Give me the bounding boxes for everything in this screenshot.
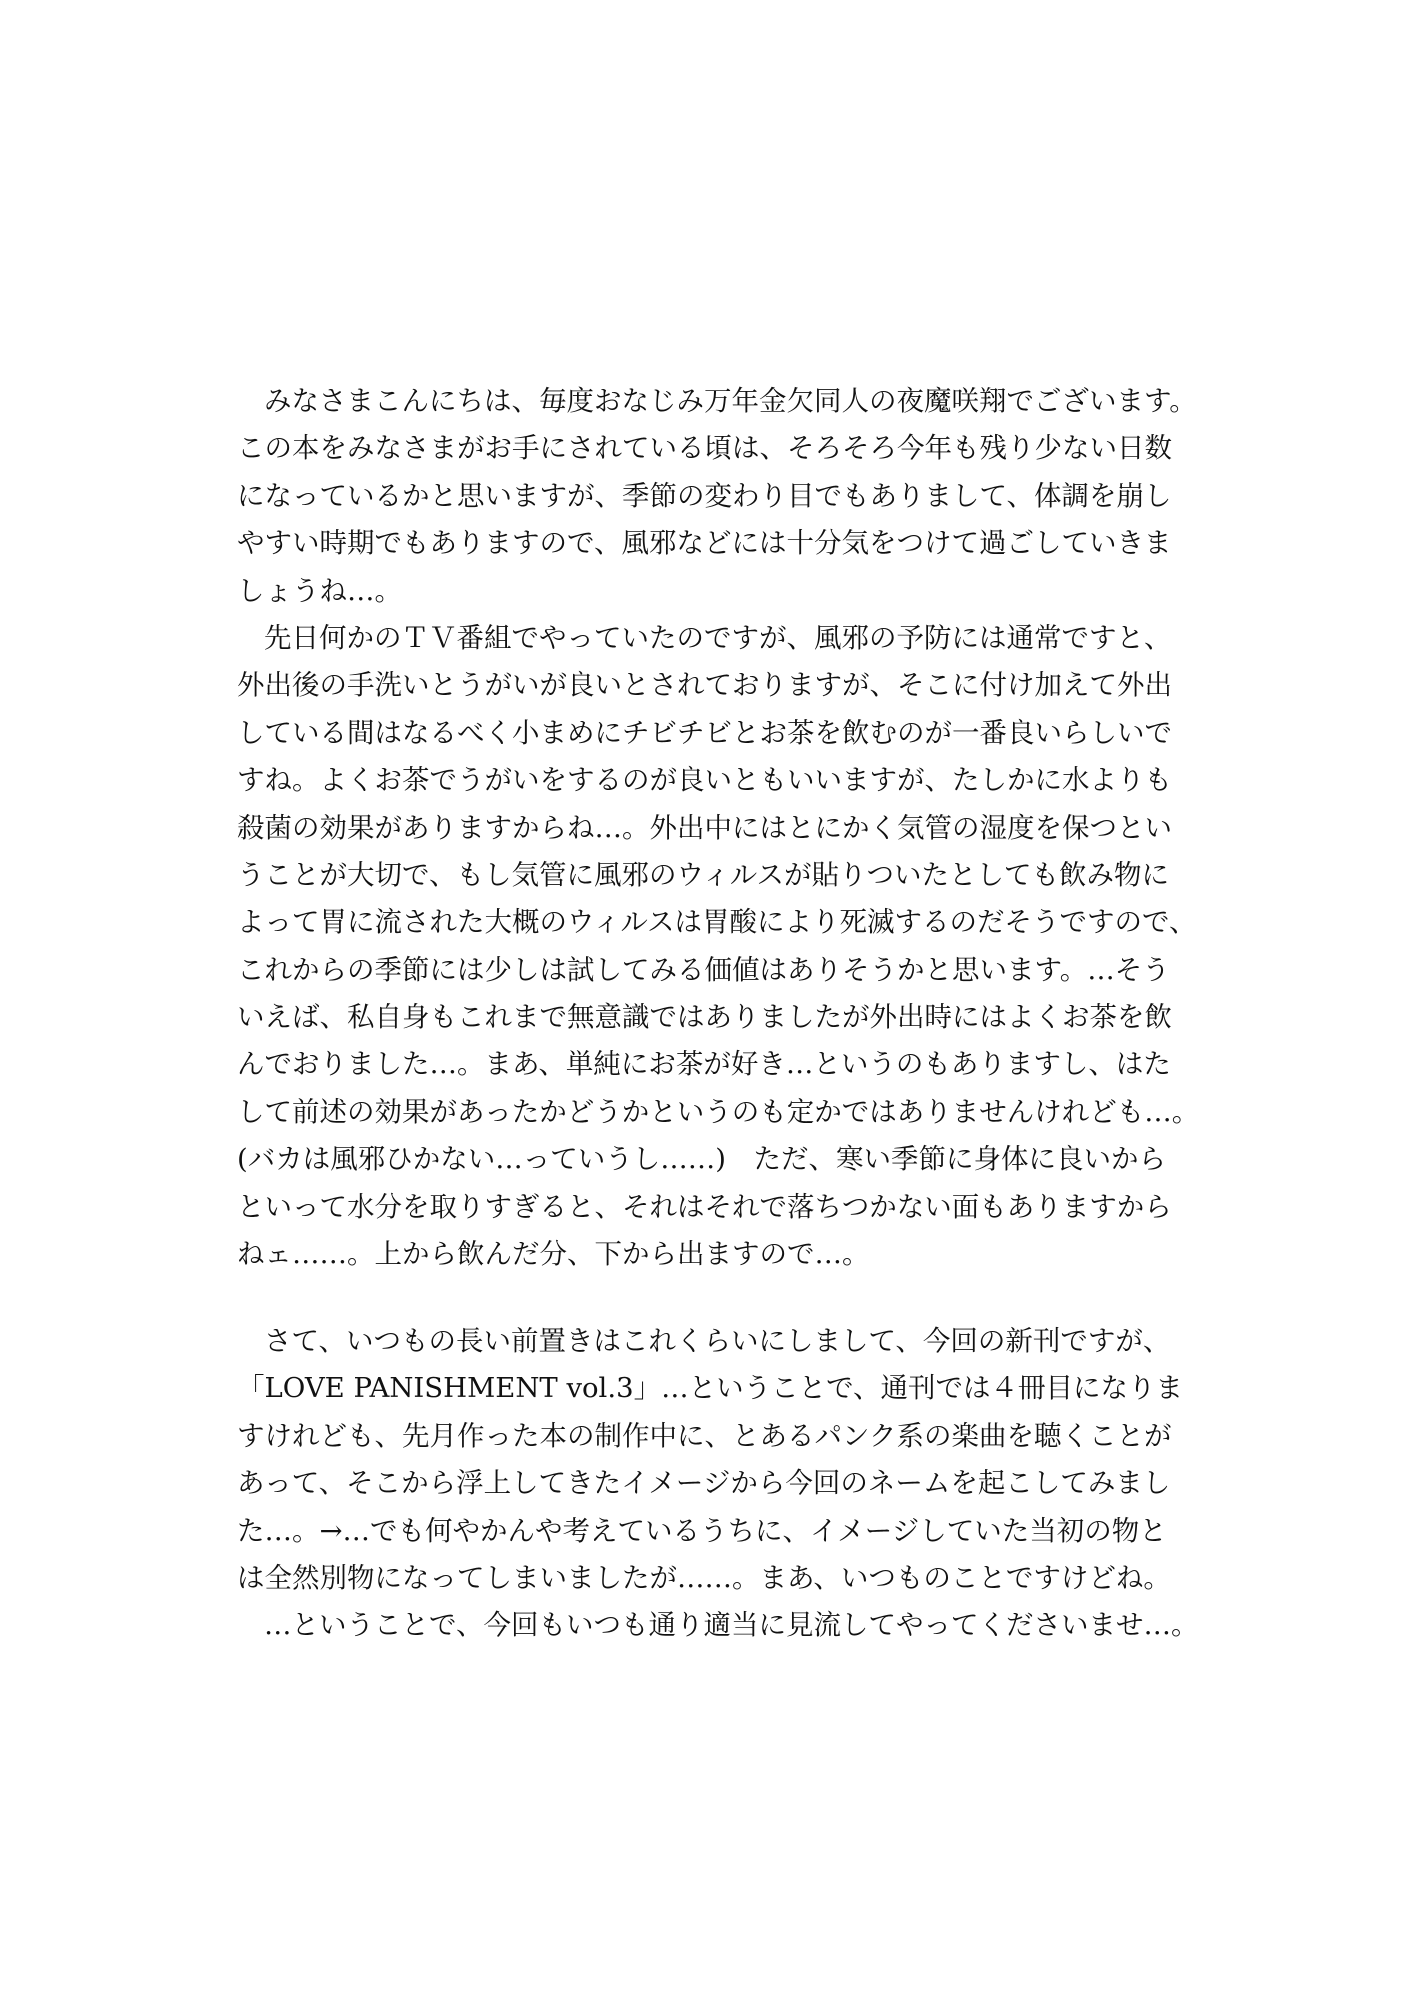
text-line: している間はなるべく小まめにチビチビとお茶を飲むのが一番良いらしいで xyxy=(237,716,1172,749)
text-line: 「LOVE PANISHMENT vol.3」…ということで、通刊では４冊目になりま xyxy=(237,1372,1184,1405)
text-line: ねェ……。上から飲んだ分、下から出ますので…。 xyxy=(237,1238,870,1271)
text-line: うことが大切で、もし気管に風邪のウィルスが貼りついたとしても飲み物に xyxy=(237,858,1169,891)
text-line: やすい時期でもありますので、風邪などには十分気をつけて過ごしていきま xyxy=(237,527,1172,560)
text-line: んでおりました…。まあ、単純にお茶が好き…というのもありますし、はた xyxy=(237,1048,1171,1081)
text-line: 外出後の手洗いとうがいが良いとされておりますが、そこに付け加えて外出 xyxy=(237,669,1172,702)
text-line: して前述の効果があったかどうかというのも定かではありませんけれども…。 xyxy=(237,1095,1200,1128)
text-line: よって胃に流された大概のウィルスは胃酸により死滅するのだそうですので、 xyxy=(237,906,1197,939)
text-line: 殺菌の効果がありますからね…。外出中にはとにかく気管の湿度を保つとい xyxy=(237,811,1172,844)
paragraph-greeting xyxy=(237,378,1200,1278)
text-line: …ということで、今回もいつも通り適当に見流してやってくださいませ…。 xyxy=(264,1609,1199,1642)
text-line: さて、いつもの長い前置きはこれくらいにしまして、今回の新刊ですが、 xyxy=(264,1325,1171,1357)
text-line: た…。→…でも何やかんや考えているうちに、イメージしていた当初の物と xyxy=(237,1514,1167,1547)
text-line: この本をみなさまがお手にされている頃は、そろそろ今年も残り少ない日数 xyxy=(237,432,1172,465)
text-line: すけれども、先月作った本の制作中に、とあるパンク系の楽曲を聴くことが xyxy=(237,1419,1172,1452)
paragraph-new-release xyxy=(237,1318,1197,1650)
text-line: これからの季節には少しは試してみる価値はありそうかと思います。…そう xyxy=(237,953,1170,986)
text-line: いえば、私自身もこれまで無意識ではありましたが外出時にはよくお茶を飲 xyxy=(237,1001,1172,1034)
text-line: は全然別物になってしまいましたが……。まあ、いつものことですけどね。 xyxy=(237,1561,1171,1594)
text-line: になっているかと思いますが、季節の変わり目でもありまして、体調を崩し xyxy=(237,479,1172,512)
text-line: みなさまこんにちは、毎度おなじみ万年金欠同人の夜魔咲翔でございます。 xyxy=(264,385,1197,417)
text-line: あって、そこから浮上してきたイメージから今回のネームを起こしてみまし xyxy=(237,1467,1171,1500)
text-line: 先日何かのＴＶ番組でやっていたのですが、風邪の予防には通常ですと、 xyxy=(264,621,1172,654)
text-line: すね。よくお茶でうがいをするのが良いともいいますが、たしかに水よりも xyxy=(237,764,1172,797)
text-line: といって水分を取りすぎると、それはそれで落ちつかない面もありますから xyxy=(237,1190,1172,1223)
text-line: しょうね…。 xyxy=(237,574,402,607)
text-line: (バカは風邪ひかない…っていうし……) ただ、寒い季節に身体に良いから xyxy=(237,1143,1166,1176)
